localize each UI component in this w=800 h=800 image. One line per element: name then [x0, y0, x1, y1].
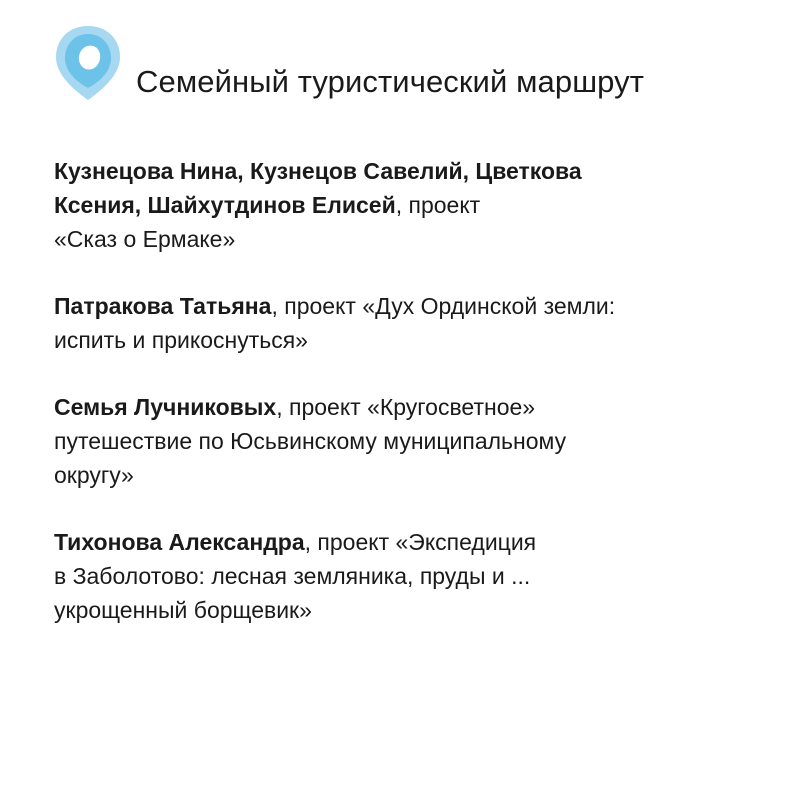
participant-names: Ксения, Шайхутдинов Елисей — [54, 192, 396, 218]
project-text: в Заболотово: лесная земляника, пруды и ... — [54, 563, 531, 589]
location-pin-icon — [50, 22, 126, 102]
list-item — [54, 525, 754, 627]
entry-line — [54, 593, 754, 627]
project-text: укрощенный борщевик» — [54, 597, 312, 623]
list-item — [54, 289, 754, 357]
entry-line — [54, 424, 754, 458]
participant-names: Патракова Татьяна — [54, 293, 272, 319]
entry-line — [54, 222, 754, 256]
entry-line — [54, 559, 754, 593]
participant-names: Тихонова Александра — [54, 529, 305, 555]
entry-line — [54, 289, 754, 323]
entry-line — [54, 154, 754, 188]
entry-line — [54, 390, 754, 424]
project-text: , проект «Экспедиция — [304, 529, 537, 555]
participant-names: Кузнецова Нина, Кузнецов Савелий, Цветкова — [54, 158, 582, 184]
project-text: «Сказ о Ермаке» — [54, 226, 236, 252]
project-text: , проект «Дух Ординской земли: — [271, 293, 616, 319]
entry-line — [54, 458, 754, 492]
page-title: Семейный туристический маршрут — [136, 64, 645, 99]
header — [50, 22, 750, 112]
project-text: , проект «Кругосветное» — [276, 394, 536, 420]
project-text: путешествие по Юсьвинскому муниципальному — [54, 428, 567, 454]
entry-line — [54, 323, 754, 357]
project-text: округу» — [54, 462, 134, 488]
entry-line — [54, 525, 754, 559]
list-item — [54, 154, 754, 256]
participants-list — [54, 154, 754, 660]
participant-names: Семья Лучниковых — [54, 394, 277, 420]
entry-line — [54, 188, 754, 222]
list-item — [54, 390, 754, 492]
project-text: , проект — [395, 192, 481, 218]
project-text: испить и прикоснуться» — [54, 327, 308, 353]
